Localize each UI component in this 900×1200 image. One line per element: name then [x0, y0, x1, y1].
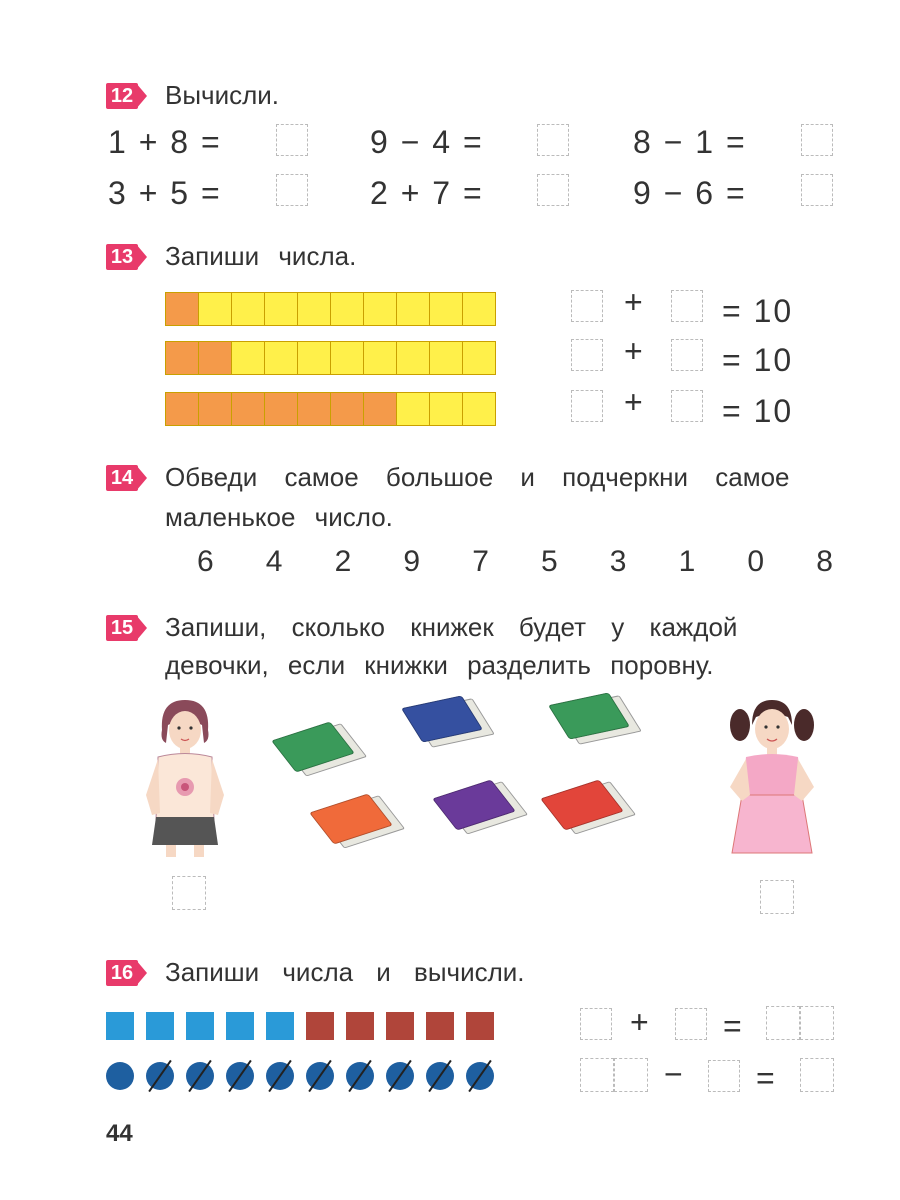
answer-box[interactable] [276, 174, 308, 206]
sequence-number[interactable]: 7 [472, 545, 489, 578]
task-15-line2: девочки, если книжки разделить поровну. [165, 650, 714, 680]
answer-box[interactable] [671, 339, 703, 371]
yellow-cell [397, 293, 430, 325]
badge-arrow-icon [136, 960, 147, 986]
orange-cell [265, 393, 298, 425]
circle [106, 1062, 134, 1090]
answer-box[interactable] [571, 339, 603, 371]
yellow-cell [463, 293, 495, 325]
sequence-number[interactable]: 1 [678, 545, 696, 578]
answer-box-tens[interactable] [766, 1006, 800, 1040]
girl-right-illustration [722, 695, 822, 860]
sequence-number[interactable]: 3 [609, 545, 627, 578]
task-14-badge [104, 465, 144, 491]
equation: 3 + 5 = [108, 175, 222, 211]
orange-cell [364, 393, 397, 425]
book-icon [432, 779, 516, 830]
task-number: 16 [106, 960, 138, 986]
sequence-number[interactable]: 0 [747, 545, 765, 578]
sequence-number[interactable]: 4 [265, 545, 283, 578]
sequence-number[interactable]: 6 [197, 545, 214, 578]
answer-box-right-girl[interactable] [760, 880, 794, 914]
red-square [426, 1012, 454, 1040]
yellow-cell [265, 342, 298, 374]
answer-box[interactable] [537, 174, 569, 206]
blue-square [226, 1012, 254, 1040]
answer-box[interactable] [537, 124, 569, 156]
yellow-cell [430, 393, 463, 425]
plus-sign: + [624, 384, 645, 420]
answer-box[interactable] [571, 390, 603, 422]
answer-box-units[interactable] [614, 1058, 648, 1092]
yellow-cell [298, 293, 331, 325]
crossed-circle [266, 1062, 294, 1090]
orange-cell [199, 342, 232, 374]
girl-left-illustration [140, 695, 230, 860]
red-square [306, 1012, 334, 1040]
yellow-cell [232, 342, 265, 374]
answer-box[interactable] [675, 1008, 707, 1040]
answer-box[interactable] [800, 1058, 834, 1092]
answer-box[interactable] [580, 1008, 612, 1040]
yellow-cell [298, 342, 331, 374]
minus-sign: − [664, 1056, 685, 1092]
task-15-badge [104, 615, 144, 641]
task-12-title: Вычисли. [165, 80, 280, 110]
crossed-circle [306, 1062, 334, 1090]
task-13-title: Запиши числа. [165, 241, 357, 271]
blue-square [186, 1012, 214, 1040]
red-square [466, 1012, 494, 1040]
number-bar [165, 341, 496, 375]
orange-cell [331, 393, 364, 425]
orange-cell [166, 342, 199, 374]
answer-box-tens[interactable] [580, 1058, 614, 1092]
crossed-circle [386, 1062, 414, 1090]
task-number: 15 [106, 615, 138, 641]
task-14-line2: маленькое число. [165, 502, 393, 532]
yellow-cell [364, 293, 397, 325]
blue-square [106, 1012, 134, 1040]
sequence-number[interactable]: 2 [334, 545, 352, 578]
answer-box[interactable] [671, 390, 703, 422]
badge-arrow-icon [136, 465, 147, 491]
equation: 8 − 1 = [633, 124, 747, 160]
equation: 2 + 7 = [370, 175, 484, 211]
yellow-cell [430, 342, 463, 374]
book-icon [540, 779, 624, 830]
crossed-circle [466, 1062, 494, 1090]
equals-ten: = 10 [722, 293, 794, 329]
yellow-cell [265, 293, 298, 325]
equals-ten: = 10 [722, 393, 794, 429]
answer-box[interactable] [801, 174, 833, 206]
equals-sign: = [756, 1060, 777, 1096]
task-number: 12 [106, 83, 138, 109]
crossed-circle [146, 1062, 174, 1090]
badge-arrow-icon [136, 83, 147, 109]
crossed-circle [186, 1062, 214, 1090]
book-icon [548, 692, 630, 739]
yellow-cell [463, 393, 495, 425]
book-icon [271, 721, 355, 772]
task-12-badge [104, 83, 144, 109]
yellow-cell [199, 293, 232, 325]
yellow-cell [397, 342, 430, 374]
sequence-number[interactable]: 8 [816, 545, 833, 578]
task-16-badge [104, 960, 144, 986]
plus-sign: + [624, 284, 645, 320]
crossed-circle [226, 1062, 254, 1090]
blue-square [146, 1012, 174, 1040]
task-14-line1: Обведи самое большое и подчеркни самое [165, 462, 790, 492]
task-16-title: Запиши числа и вычисли. [165, 957, 525, 987]
answer-box-units[interactable] [800, 1006, 834, 1040]
answer-box[interactable] [571, 290, 603, 322]
equation: 1 + 8 = [108, 124, 222, 160]
task-15-line1: Запиши, сколько книжек будет у каждой [165, 612, 738, 642]
task-number: 13 [106, 244, 138, 270]
answer-box-left-girl[interactable] [172, 876, 206, 910]
equation: 9 − 4 = [370, 124, 484, 160]
book-icon [401, 695, 483, 742]
yellow-cell [232, 293, 265, 325]
plus-sign: + [624, 333, 645, 369]
number-bar [165, 392, 496, 426]
blue-square [266, 1012, 294, 1040]
book-icon [309, 793, 393, 844]
yellow-cell [463, 342, 495, 374]
orange-cell [232, 393, 265, 425]
crossed-circle [426, 1062, 454, 1090]
task-13-badge [104, 244, 144, 270]
plus-sign: + [630, 1004, 651, 1040]
page-number: 44 [106, 1120, 133, 1147]
number-bar [165, 292, 496, 326]
orange-cell [298, 393, 331, 425]
orange-cell [166, 393, 199, 425]
yellow-cell [430, 293, 463, 325]
orange-cell [199, 393, 232, 425]
answer-box[interactable] [801, 124, 833, 156]
sequence-number[interactable]: 5 [541, 545, 558, 578]
yellow-cell [397, 393, 430, 425]
sequence-number[interactable]: 9 [403, 545, 421, 578]
orange-cell [166, 293, 199, 325]
answer-box[interactable] [276, 124, 308, 156]
badge-arrow-icon [136, 615, 147, 641]
yellow-cell [331, 342, 364, 374]
yellow-cell [364, 342, 397, 374]
badge-arrow-icon [136, 244, 147, 270]
yellow-cell [331, 293, 364, 325]
answer-box[interactable] [671, 290, 703, 322]
crossed-circle [346, 1062, 374, 1090]
red-square [346, 1012, 374, 1040]
red-square [386, 1012, 414, 1040]
equals-ten: = 10 [722, 342, 794, 378]
task-number: 14 [106, 465, 138, 491]
answer-box[interactable] [708, 1060, 740, 1092]
equals-sign: = [723, 1008, 744, 1044]
equation: 9 − 6 = [633, 175, 747, 211]
